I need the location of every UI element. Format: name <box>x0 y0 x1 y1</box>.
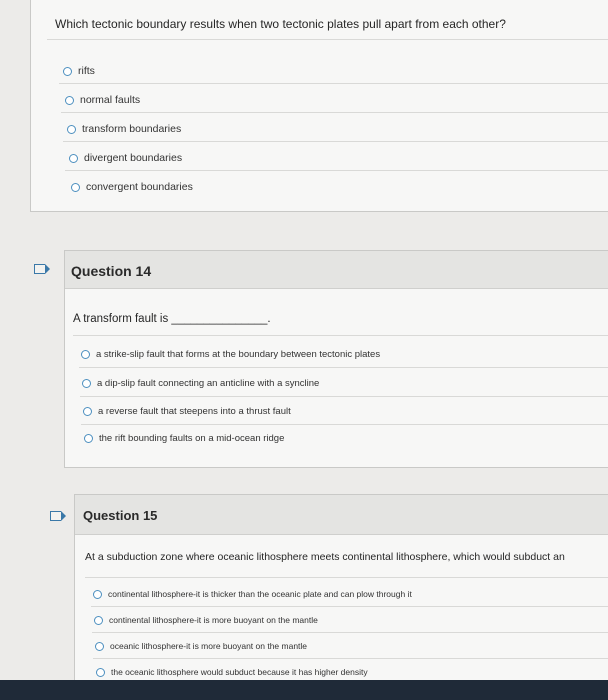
option-label: the oceanic lithosphere would subduct because it has higher density <box>111 667 368 677</box>
radio-button[interactable] <box>95 642 104 651</box>
q15-option-1[interactable] <box>93 589 412 599</box>
divider <box>80 396 608 397</box>
question-15-prompt: At a subduction zone where oceanic lithosphere meets continental lithosphere, which would subduct an <box>85 551 565 563</box>
option-label: oceanic lithosphere-it is more buoyant on the mantle <box>110 641 308 651</box>
question-15-title: Question 15 <box>83 508 158 523</box>
divider <box>85 577 608 578</box>
q14-option-4[interactable] <box>84 433 284 444</box>
radio-button[interactable] <box>96 668 105 677</box>
option-label: normal faults <box>80 94 141 106</box>
question-13-card <box>30 0 608 212</box>
divider <box>92 632 608 633</box>
option-label: continental lithosphere-it is thicker than the oceanic plate and can plow through it <box>108 589 412 599</box>
q14-option-1[interactable] <box>81 349 380 360</box>
option-label: a reverse fault that steepens into a thrust fault <box>98 406 291 417</box>
question-15-card <box>74 494 608 694</box>
radio-button[interactable] <box>69 154 78 163</box>
flag-question-icon[interactable] <box>50 511 61 521</box>
divider <box>63 141 608 142</box>
radio-button[interactable] <box>93 590 102 599</box>
divider <box>79 367 608 368</box>
radio-button[interactable] <box>84 434 93 443</box>
flag-question-icon[interactable] <box>34 264 45 274</box>
question-15-header <box>75 495 608 535</box>
radio-button[interactable] <box>81 350 90 359</box>
option-label: rifts <box>78 65 95 77</box>
radio-button[interactable] <box>71 183 80 192</box>
radio-button[interactable] <box>82 379 91 388</box>
question-13-prompt: Which tectonic boundary results when two tectonic plates pull apart from each other? <box>55 17 506 31</box>
radio-button[interactable] <box>63 67 72 76</box>
q13-option-3[interactable] <box>67 123 181 135</box>
bottom-bar <box>0 680 608 700</box>
option-label: transform boundaries <box>82 123 182 135</box>
divider <box>73 335 608 336</box>
option-label: continental lithosphere-it is more buoyant on the mantle <box>109 615 318 625</box>
option-label: a dip-slip fault connecting an anticline with a syncline <box>97 378 320 389</box>
divider <box>61 112 608 113</box>
q14-option-3[interactable] <box>83 406 291 417</box>
divider <box>91 606 608 607</box>
option-label: divergent boundaries <box>84 152 183 164</box>
question-14-header <box>65 251 608 289</box>
q13-option-5[interactable] <box>71 181 193 193</box>
q15-option-2[interactable] <box>94 615 318 625</box>
q13-option-2[interactable] <box>65 94 140 106</box>
divider <box>93 658 608 659</box>
radio-button[interactable] <box>83 407 92 416</box>
radio-button[interactable] <box>94 616 103 625</box>
question-14-title: Question 14 <box>71 263 152 279</box>
option-label: the rift bounding faults on a mid-ocean ridge <box>99 433 285 444</box>
q13-option-1[interactable] <box>63 65 95 77</box>
radio-button[interactable] <box>67 125 76 134</box>
option-label: a strike-slip fault that forms at the boundary between tectonic plates <box>96 349 381 360</box>
q13-option-4[interactable] <box>69 152 182 164</box>
q15-option-4[interactable] <box>96 667 368 677</box>
question-14-prompt: A transform fault is _______________. <box>73 313 271 325</box>
divider <box>81 424 608 425</box>
question-14-card <box>64 250 608 468</box>
divider <box>47 39 608 40</box>
option-label: convergent boundaries <box>86 181 193 193</box>
divider <box>65 170 608 171</box>
radio-button[interactable] <box>65 96 74 105</box>
q15-option-3[interactable] <box>95 641 307 651</box>
divider <box>59 83 608 84</box>
q14-option-2[interactable] <box>82 378 319 389</box>
